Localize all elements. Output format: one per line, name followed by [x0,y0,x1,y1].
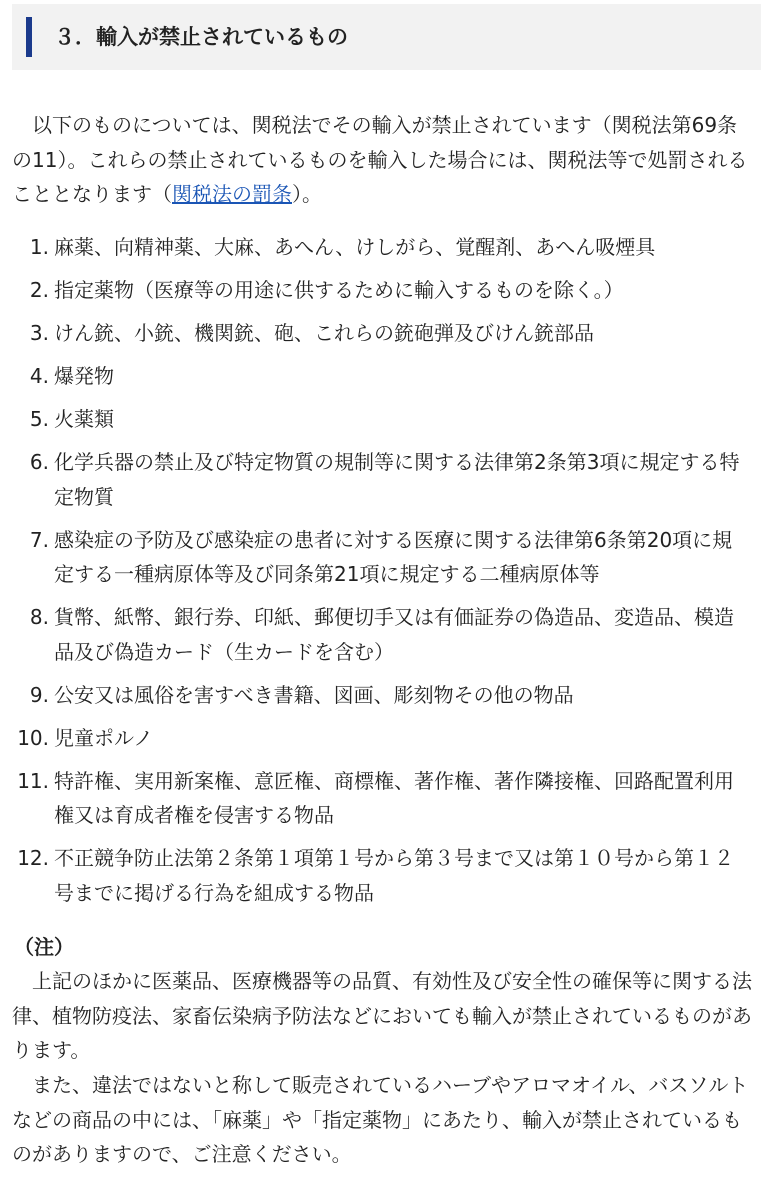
item-number: 5. [29,407,49,431]
note-heading: （注） [14,935,74,959]
item-number: 3. [29,321,49,345]
item-text: 麻薬、向精神薬、大麻、あへん、けしがら、覚醒剤、あへん吸煙具 [54,235,656,259]
list-item [12,600,752,669]
list-item [12,841,752,910]
note-paragraph-1: 上記のほかに医薬品、医療機器等の品質、有効性及び安全性の確保等に関する法律、植物防疫法、家畜伝染病予防法などにおいても輸入が禁止されているものがあります。 [12,969,752,1062]
item-text: 不正競争防止法第２条第１項第１号から第３号まで又は第１０号から第１２号までに掲げる行為を組成する物品 [54,846,734,905]
item-text: 爆発物 [54,364,114,388]
customs-penalty-link[interactable]: 関税法の罰条 [172,182,292,206]
item-number: 6. [29,450,49,474]
list-item [12,721,752,756]
item-number: 11. [17,768,49,793]
item-text: 感染症の予防及び感染症の患者に対する医療に関する法律第6条第20項に規定する一種病原体等及び同条第21項に規定する二種病原体等 [54,527,733,586]
item-number: 10. [17,725,49,750]
prohibited-items-list [12,230,752,919]
item-number: 1. [29,235,49,259]
item-text: 児童ポルノ [54,725,154,750]
intro-text-before: 以下のものについては、関税法でその輸入が禁止されています（関税法第69条の11）。これらの禁止されているものを輸入した場合には、関税法等で処罰されることとなります（ [12,113,748,206]
item-text: 特許権、実用新案権、意匠権、商標権、著作権、著作隣接権、回路配置利用権又は育成者権を侵害する物品 [54,768,734,827]
note-paragraph-2: また、違法ではないと称して販売されているハーブやアロマオイル、バスソルトなどの商品の中には、「麻薬」や「指定薬物」にあたり、輸入が禁止されているものがありますので、ご注意ください。 [12,1073,749,1166]
item-number: 4. [29,364,49,388]
item-number: 7. [29,527,49,552]
list-item [12,359,752,394]
list-item [12,316,752,351]
item-text: 火薬類 [54,407,114,431]
item-text: 貨幣、紙幣、銀行券、印紙、郵便切手又は有価証券の偽造品、変造品、模造品及び偽造カード（生カードを含む） [54,605,734,664]
item-text: 化学兵器の禁止及び特定物質の規制等に関する法律第2条第3項に規定する特定物質 [54,450,740,509]
item-number: 8. [29,605,49,629]
intro-text-after: ）。 [292,182,322,206]
header-accent-bar [26,17,32,57]
item-text: 指定薬物（医療等の用途に供するために輸入するものを除く。） [54,278,624,302]
item-number: 12. [17,846,49,870]
section-title: ３．輸入が禁止されているもの [54,25,348,49]
item-number: 2. [29,278,49,302]
list-item [12,273,752,308]
list-item [12,445,752,514]
list-item [12,764,752,833]
list-item [12,402,752,437]
item-text: 公安又は風俗を害すべき書籍、図画、彫刻物その他の物品 [54,682,574,707]
section-header [12,4,761,70]
intro-paragraph [12,108,752,212]
list-item [12,230,752,265]
list-item [12,523,752,592]
item-text: けん銃、小銃、機関銃、砲、これらの銃砲弾及びけん銃部品 [54,321,594,345]
list-item [12,678,752,713]
item-number: 9. [29,682,49,707]
